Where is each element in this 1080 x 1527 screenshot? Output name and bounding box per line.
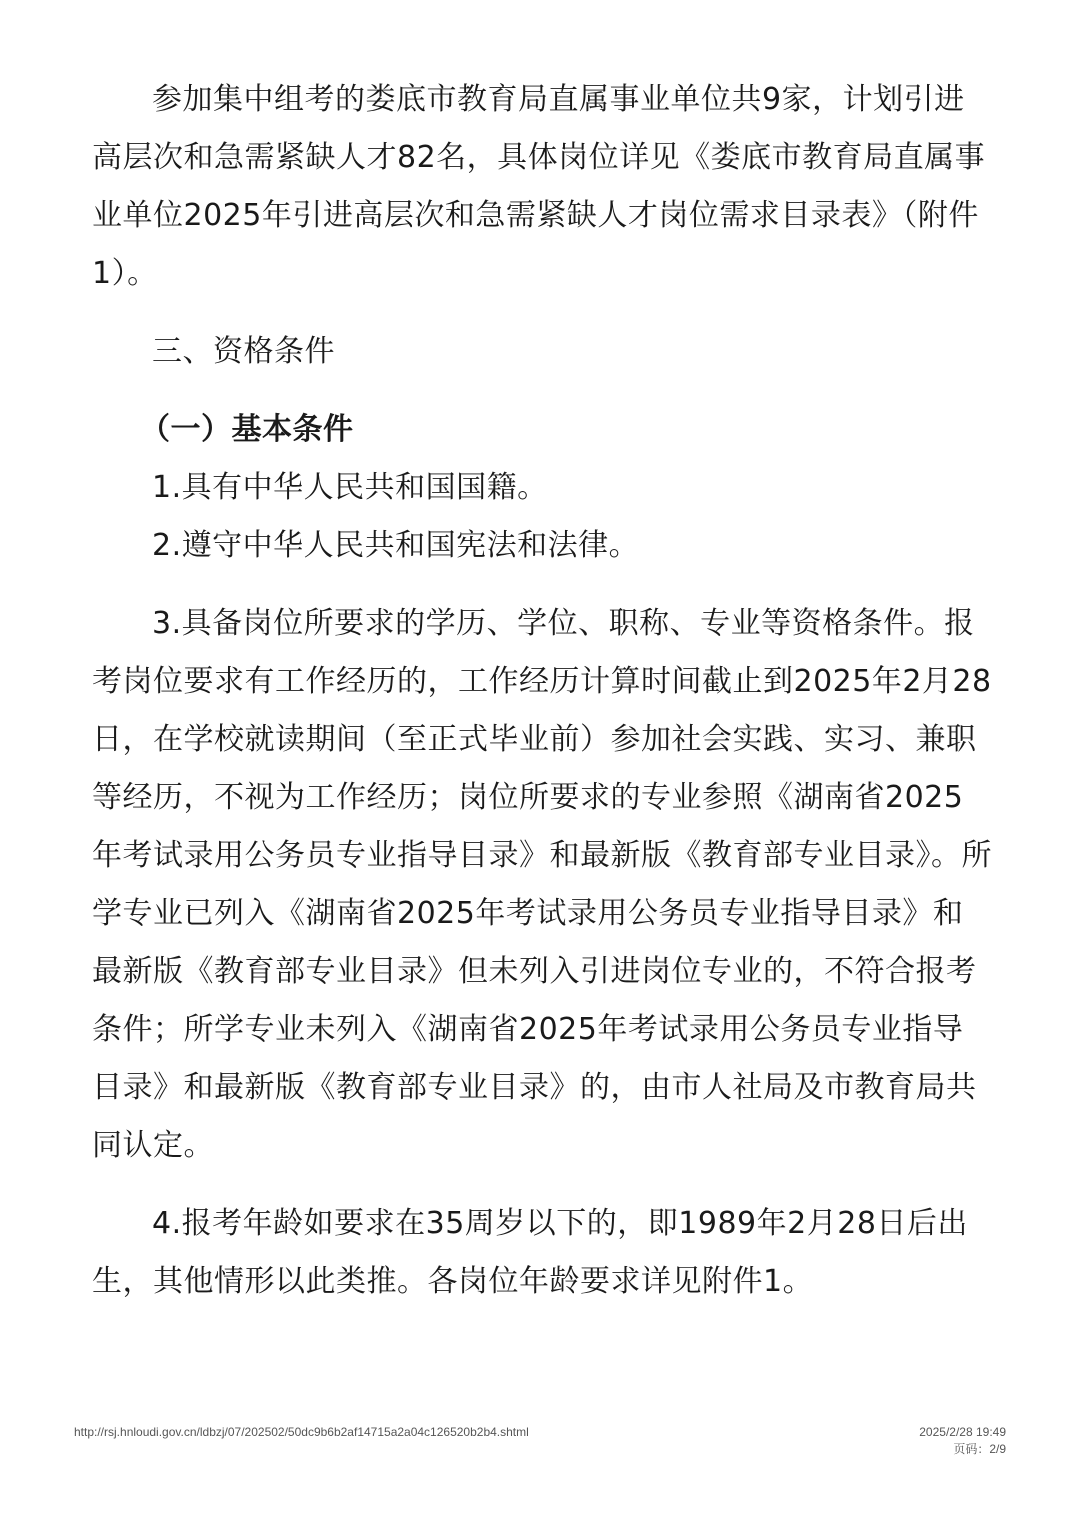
condition-item-4: 4.报考年龄如要求在35周岁以下的，即1989年2月28日后出生，其他情形以此类推。各岗位年龄要求详见附件1。: [92, 1206, 968, 1299]
condition-item-1: 1.具有中华人民共和国国籍。: [152, 470, 548, 505]
condition-item-3: 3.具备岗位所要求的学历、学位、职称、专业等资格条件。报考岗位要求有工作经历的，工作经历计算时间截止到2025年2月28日，在学校就读期间（至正式毕业前）参加社会实践、实习、兼职等经历，不视为工作经历；岗位所要求的专业参照《湖南省2025年考试录用公务员专业指导目录》和最新版《教育部专业目录》。所学专业已列入《湖南省2025年考试录用公务员专业指导目录》和最新版《教育部专业目录》但未列入引进岗位专业的，不符合报考条件；所学专业未列入《湖南省2025年考试录用公务员专业指导目录》和最新版《教育部专业目录》的，由市人社局及市教育局共同认定。: [92, 606, 992, 1163]
subsection-heading: （一）基本条件: [140, 412, 354, 447]
section-heading: 三、资格条件: [152, 334, 335, 369]
intro-paragraph: 参加集中组考的娄底市教育局直属事业单位共9家，计划引进高层次和急需紧缺人才82名，具体岗位详见《娄底市教育局直属事业单位2025年引进高层次和急需紧缺人才岗位需求目录表》（附件1）。: [92, 82, 986, 291]
document-body: [92, 71, 992, 1311]
footer-print-datetime: 2025/2/28 19:49: [919, 1425, 1006, 1439]
condition-item-2: 2.遵守中华人民共和国宪法和法律。: [152, 528, 640, 563]
footer-page-number: 页码：2/9: [953, 1442, 1006, 1456]
footer-source-url: http://rsj.hnloudi.gov.cn/ldbzj/07/202502/50dc9b6b2af14715a2a04c126520b2b4.shtml: [74, 1425, 529, 1439]
